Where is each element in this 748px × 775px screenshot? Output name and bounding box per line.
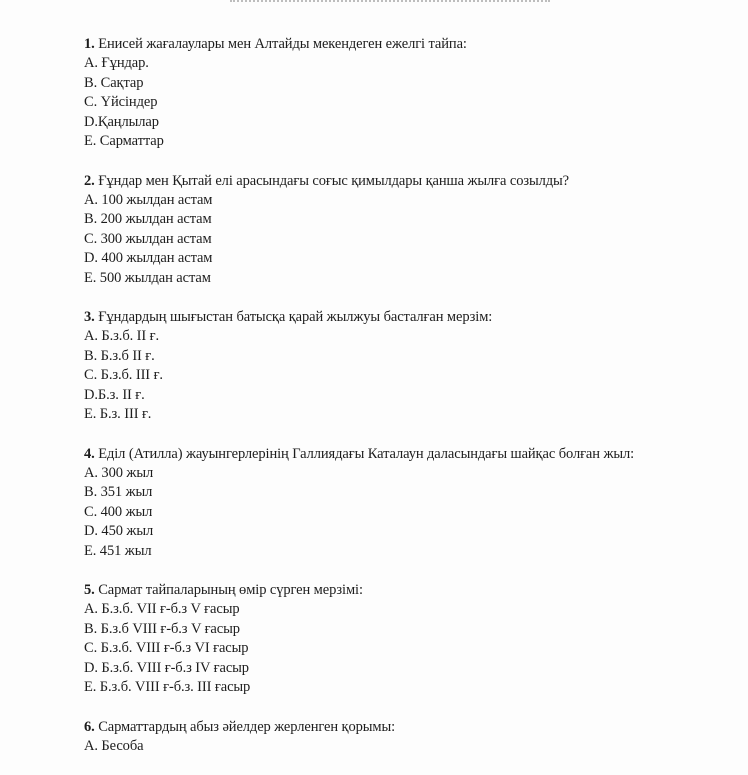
question-text: Енисей жағалаулары мен Алтайды мекендеген ежелгі тайпа:: [98, 36, 467, 52]
question-2: [84, 171, 744, 289]
answer-option-c: С. Б.з.б. VІІІ ғ-б.з VІ ғасыр: [84, 640, 249, 656]
answer-option-b: В. Б.з.б ІІ ғ.: [84, 347, 155, 364]
answer-option-b: В. 200 жылдан астам: [84, 211, 212, 227]
answer-option-e: Е. Б.з.б. VІІІ ғ-б.з. ІІІ ғасыр: [84, 679, 251, 695]
answer-option-a: А. Бесоба: [84, 737, 144, 754]
answer-option-c: С. Үйсіндер: [84, 94, 158, 110]
answer-option-a: А. 300 жыл: [84, 464, 154, 481]
question-number: 5.: [84, 582, 95, 598]
answer-option-c: С. Б.з.б. ІІІ ғ.: [84, 367, 163, 383]
page-top-edge: [230, 0, 550, 6]
answer-option-c: С. 400 жыл: [84, 503, 153, 520]
answer-option-e: Е. Сарматтар: [84, 133, 164, 149]
question-4: [84, 444, 744, 562]
question-text: Ғұндар мен Қытай елі арасындағы соғыс қимылдары қанша жылға созылды?: [98, 172, 569, 189]
answer-option-c: С. 300 жылдан астам: [84, 230, 212, 247]
answer-option-a: А. 100 жылдан астам: [84, 191, 213, 208]
answer-option-b: В. Б.з.б VІІІ ғ-б.з V ғасыр: [84, 620, 240, 637]
answer-option-d: D. Б.з.б. VІІІ ғ-б.з ІV ғасыр: [84, 659, 249, 676]
answer-option-e: Е. 500 жылдан астам: [84, 269, 211, 286]
question-5: [84, 580, 744, 698]
answer-option-a: А. Ғұндар.: [84, 55, 149, 71]
answer-option-a: А. Б.з.б. ІІ ғ.: [84, 328, 160, 344]
question-number: 2.: [84, 172, 95, 189]
answer-option-d: D.Қаңлылар: [84, 113, 159, 130]
question-text: Еділ (Атилла) жауынгерлерінің Галлиядағы Каталаун даласындағы шайқас болған жыл:: [98, 445, 635, 462]
question-number: 6.: [84, 718, 95, 735]
question-text: Сармат тайпаларының өмір сүрген мерзімі:: [98, 582, 363, 598]
question-text: Сарматтардың абыз әйелдер жерленген қорымы:: [98, 718, 396, 735]
answer-option-b: В. Сақтар: [84, 74, 144, 91]
answer-option-e: Е. Б.з. ІІІ ғ.: [84, 406, 152, 422]
answer-option-e: Е. 451 жыл: [84, 542, 152, 559]
quiz-page: [84, 34, 744, 775]
question-6: [84, 717, 744, 757]
answer-option-a: А. Б.з.б. VІІ ғ-б.з V ғасыр: [84, 601, 240, 617]
question-text: Ғұндардың шығыстан батысқа қарай жылжуы басталған мерзім:: [98, 309, 493, 325]
answer-option-d: D. 400 жылдан астам: [84, 250, 213, 266]
question-number: 3.: [84, 309, 95, 325]
answer-option-b: В. 351 жыл: [84, 484, 153, 500]
question-3: [84, 307, 744, 425]
answer-option-d: D.Б.з. ІІ ғ.: [84, 386, 145, 403]
question-number: 4.: [84, 445, 95, 462]
question-1: [84, 34, 744, 152]
question-number: 1.: [84, 36, 95, 52]
answer-option-d: D. 450 жыл: [84, 523, 154, 539]
